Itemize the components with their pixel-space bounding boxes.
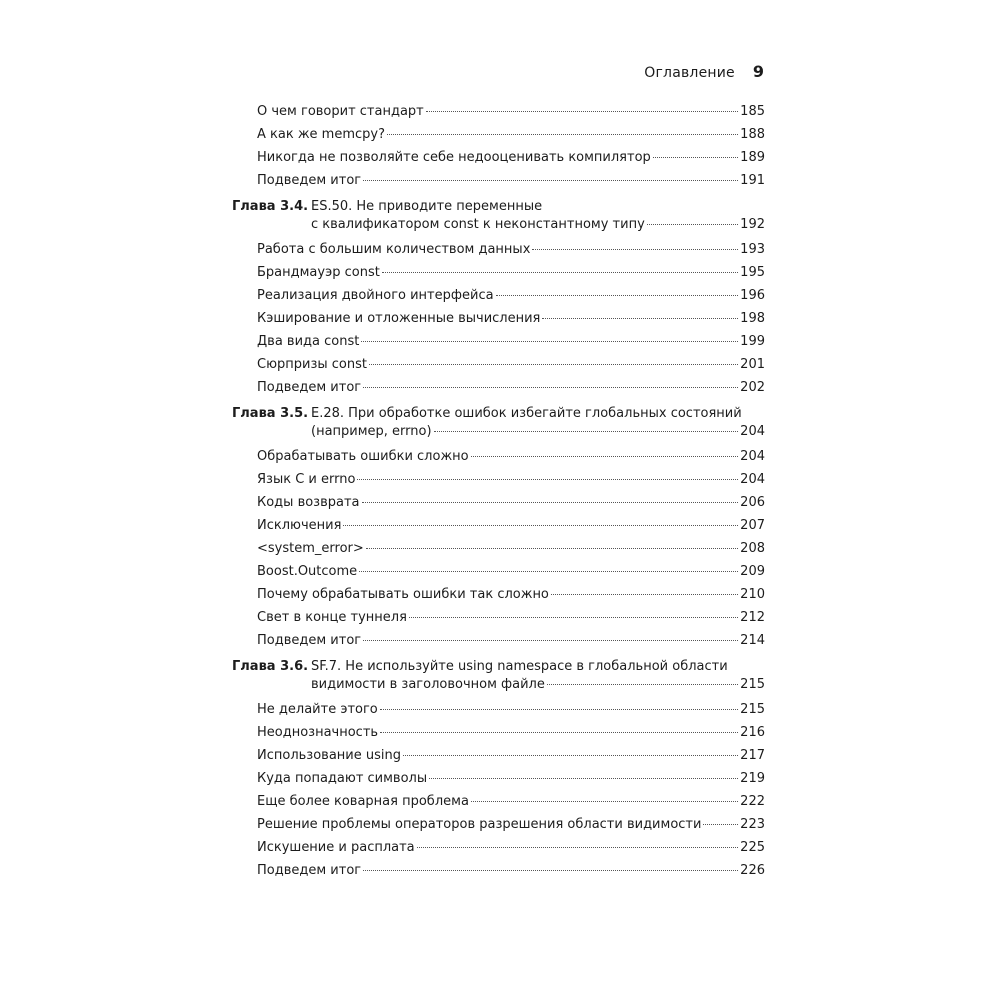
toc-entry-page: 188 [740,127,765,142]
toc-entry-title: Язык C и errno [257,472,356,487]
toc-entry-title: Неоднозначность [257,725,379,740]
chapter-title-line-2-row [311,676,765,694]
toc-entry-page: 196 [740,288,765,303]
dot-leader [380,732,738,733]
toc-entry[interactable] [257,632,765,650]
dot-leader [496,295,739,296]
toc-entry[interactable] [257,747,765,765]
toc-entry-title: Работа с большим количеством данных [257,242,531,257]
dot-leader [471,801,738,802]
toc-entry-title: <system_error> [257,541,364,556]
toc-entry-page: 207 [740,518,765,533]
toc-entry[interactable] [257,724,765,742]
toc-entry[interactable] [257,310,765,328]
toc-entry[interactable] [257,540,765,558]
dot-leader [363,180,738,181]
dot-leader [357,479,738,480]
toc-entry-page: 222 [740,794,765,809]
dot-leader [547,684,738,685]
toc-chapter-3-6 [232,658,765,880]
dot-leader [363,387,738,388]
toc-entry-page: 223 [740,817,765,832]
toc-entry-title: Коды возврата [257,495,360,510]
dot-leader [471,456,739,457]
toc-entry-title: Решение проблемы операторов разрешения области видимости [257,817,702,832]
toc-entry-title: Два вида const [257,334,360,349]
toc-entry-title: Реализация двойного интерфейса [257,288,494,303]
toc-entry-title: А как же memcpy? [257,127,385,142]
dot-leader [429,778,738,779]
toc-entry-title: Обрабатывать ошибки сложно [257,449,469,464]
dot-leader [387,134,738,135]
toc-entry-page: 206 [740,495,765,510]
toc-entry-title: Подведем итог [257,380,362,395]
chapter-label: Глава 3.5. [232,406,309,421]
chapter-title-line-2: (например, errno) [311,424,432,439]
dot-leader [532,249,738,250]
toc-entry[interactable] [257,471,765,489]
toc-entry-title: Почему обрабатывать ошибки так сложно [257,587,549,602]
toc-entry-page: 199 [740,334,765,349]
toc-entry[interactable] [257,172,765,190]
chapter-title-line-1: ES.50. Не приводите переменные [311,199,543,214]
toc-entry-page: 214 [740,633,765,648]
toc-chapter-3-4 [232,198,765,397]
toc-entry-title: Свет в конце туннеля [257,610,407,625]
chapter-title-line-2-row [311,216,765,234]
toc-entry-page: 202 [740,380,765,395]
dot-leader [409,617,738,618]
dot-leader [361,341,738,342]
toc-chapter-3-5 [232,405,765,650]
toc-entry-page: 195 [740,265,765,280]
page-number: 9 [752,62,764,81]
toc-entry-page: 198 [740,311,765,326]
dot-leader [362,502,739,503]
dot-leader [403,755,738,756]
toc-entry-title: Использование using [257,748,401,763]
chapter-heading[interactable] [232,405,765,441]
dot-leader [542,318,738,319]
toc-entry-title: Подведем итог [257,633,362,648]
dot-leader [359,571,738,572]
toc-entry-page: 212 [740,610,765,625]
toc-entry-page: 204 [740,472,765,487]
toc-entry-page: 225 [740,840,765,855]
dot-leader [703,824,738,825]
toc-entry[interactable] [257,586,765,604]
toc-entry-page: 185 [740,104,765,119]
toc-intro-section [257,103,765,190]
chapter-label: Глава 3.4. [232,199,309,214]
toc-entry-title: Сюрпризы const [257,357,367,372]
toc-entry-title: Искушение и расплата [257,840,415,855]
toc-entry[interactable] [257,793,765,811]
dot-leader [363,870,738,871]
toc-entry[interactable] [257,356,765,374]
toc-entry-title: Не делайте этого [257,702,378,717]
toc-entry[interactable] [257,839,765,857]
chapter-page: 192 [740,217,765,232]
chapter-heading[interactable] [232,198,765,234]
chapter-title-line-1: SF.7. Не используйте using namespace в глобальной области [311,659,728,674]
dot-leader [551,594,738,595]
toc-entry-page: 210 [740,587,765,602]
toc-entry[interactable] [257,241,765,259]
toc-entry-page: 217 [740,748,765,763]
toc-entry-title: Куда попадают символы [257,771,428,786]
toc-entry-title: Подведем итог [257,863,362,878]
toc-entry[interactable] [257,103,765,121]
dot-leader [366,548,738,549]
chapter-title-line-1: E.28. При обработке ошибок избегайте глобальных состояний [311,406,742,421]
toc-entry[interactable] [257,563,765,581]
chapter-heading[interactable] [232,658,765,694]
running-head [644,62,764,81]
toc-entry[interactable] [257,149,765,167]
chapter-title-line-2-row [311,423,765,441]
toc-entry[interactable] [257,126,765,144]
dot-leader [434,431,739,432]
dot-leader [343,525,738,526]
toc-entry-page: 201 [740,357,765,372]
dot-leader [382,272,738,273]
chapter-page: 204 [740,424,765,439]
toc-entry-page: 204 [740,449,765,464]
toc-entry[interactable] [257,770,765,788]
dot-leader [363,640,738,641]
toc-entry[interactable] [257,517,765,535]
chapter-label: Глава 3.6. [232,659,309,674]
toc-entry-page: 209 [740,564,765,579]
toc-entry-title: Подведем итог [257,173,362,188]
table-of-contents [232,103,765,888]
dot-leader [653,157,738,158]
dot-leader [369,364,738,365]
toc-entry[interactable] [257,494,765,512]
toc-entry-title: Брандмауэр const [257,265,380,280]
toc-entry-title: О чем говорит стандарт [257,104,424,119]
chapter-page: 215 [740,677,765,692]
toc-entry[interactable] [257,448,765,466]
toc-entry-page: 193 [740,242,765,257]
toc-entry[interactable] [257,264,765,282]
dot-leader [426,111,738,112]
toc-entry[interactable] [257,333,765,351]
toc-entry-page: 189 [740,150,765,165]
toc-entry[interactable] [257,287,765,305]
toc-entry-page: 216 [740,725,765,740]
toc-entry[interactable] [257,816,765,834]
dot-leader [647,224,738,225]
toc-entry-page: 208 [740,541,765,556]
toc-entry-page: 226 [740,863,765,878]
running-head-title: Оглавление [644,65,735,81]
toc-entry[interactable] [257,862,765,880]
dot-leader [417,847,739,848]
toc-entry-title: Исключения [257,518,342,533]
toc-entry-title: Кэширование и отложенные вычисления [257,311,541,326]
toc-entry[interactable] [257,701,765,719]
toc-entry[interactable] [257,379,765,397]
chapter-title-line-2: видимости в заголовочном файле [311,677,545,692]
toc-entry-page: 215 [740,702,765,717]
toc-entry[interactable] [257,609,765,627]
toc-entry-title: Еще более коварная проблема [257,794,469,809]
chapter-title-line-2: с квалификатором const к неконстантному типу [311,217,645,232]
toc-entry-title: Boost.Outcome [257,564,358,579]
toc-entry-page: 191 [740,173,765,188]
dot-leader [380,709,738,710]
toc-entry-title: Никогда не позволяйте себе недооценивать компилятор [257,150,651,165]
toc-entry-page: 219 [740,771,765,786]
